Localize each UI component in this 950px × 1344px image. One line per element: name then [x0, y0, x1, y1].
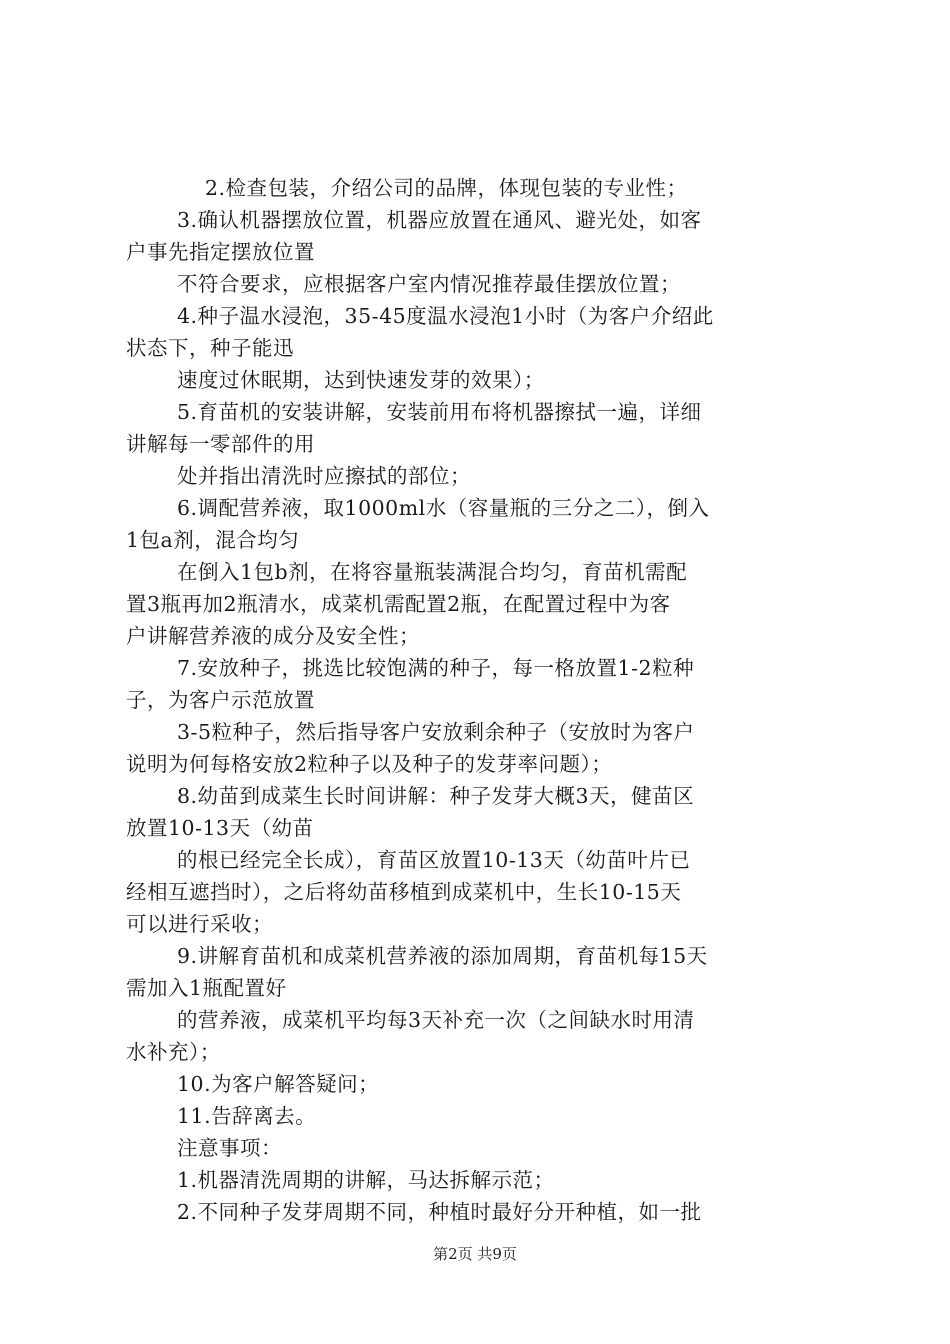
text-line: 11.告辞离去。	[177, 1104, 317, 1128]
text-line: 9.讲解育苗机和成菜机营养液的添加周期，育苗机每15天	[177, 944, 708, 968]
text-line: 5.育苗机的安装讲解，安装前用布将机器擦拭一遍，详细	[177, 400, 702, 424]
page-number-footer: 第2页 共9页	[433, 1245, 517, 1263]
text-line: 1.机器清洗周期的讲解，马达拆解示范；	[177, 1168, 555, 1192]
text-line: 户事先指定摆放位置	[126, 240, 315, 264]
text-line: 放置10-13天（幼苗	[126, 816, 314, 840]
text-line: 水补充）；	[126, 1040, 221, 1064]
text-line: 经相互遮挡时），之后将幼苗移植到成菜机中，生长10-15天	[126, 880, 682, 904]
text-line: 状态下，种子能迅	[126, 336, 294, 360]
text-line: 处并指出清洗时应擦拭的部位；	[177, 464, 471, 488]
text-line: 3.确认机器摆放位置，机器应放置在通风、避光处，如客	[177, 208, 702, 232]
text-line: 置3瓶再加2瓶清水，成菜机需配置2瓶，在配置过程中为客	[126, 592, 671, 616]
text-line: 10.为客户解答疑问；	[177, 1072, 380, 1096]
text-line: 子，为客户示范放置	[126, 688, 315, 712]
text-line: 需加入1瓶配置好	[126, 976, 287, 1000]
text-line: 的根已经完全长成），育苗区放置10-13天（幼苗叶片已	[177, 848, 691, 872]
text-line: 3-5粒种子，然后指导客户安放剩余种子（安放时为客户	[177, 720, 695, 744]
text-line: 讲解每一零部件的用	[126, 432, 315, 456]
text-line: 2.不同种子发芽周期不同，种植时最好分开种植，如一批	[177, 1200, 702, 1224]
text-line: 2.检查包装，介绍公司的品牌，体现包装的专业性；	[205, 176, 688, 200]
text-line: 速度过休眠期，达到快速发芽的效果）；	[177, 368, 545, 392]
text-line: 注意事项：	[177, 1136, 282, 1160]
text-line: 的营养液，成菜机平均每3天补充一次（之间缺水时用清	[177, 1008, 695, 1032]
text-line: 1包a剂，混合均匀	[126, 528, 300, 552]
text-line: 可以进行采收；	[126, 912, 273, 936]
text-line: 4.种子温水浸泡，35-45度温水浸泡1小时（为客户介绍此	[177, 304, 714, 328]
text-line: 7.安放种子，挑选比较饱满的种子，每一格放置1-2粒种	[177, 656, 695, 680]
text-line: 6.调配营养液，取1000ml水（容量瓶的三分之二），倒入	[177, 496, 710, 520]
text-line: 在倒入1包b剂，在将容量瓶装满混合均匀，育苗机需配	[177, 560, 688, 584]
text-line: 户讲解营养液的成分及安全性；	[126, 624, 420, 648]
text-line: 不符合要求，应根据客户室内情况推荐最佳摆放位置；	[177, 272, 681, 296]
text-line: 8.幼苗到成菜生长时间讲解：种子发芽大概3天，健苗区	[177, 784, 695, 808]
text-line: 说明为何每格安放2粒种子以及种子的发芽率问题）；	[126, 752, 613, 776]
